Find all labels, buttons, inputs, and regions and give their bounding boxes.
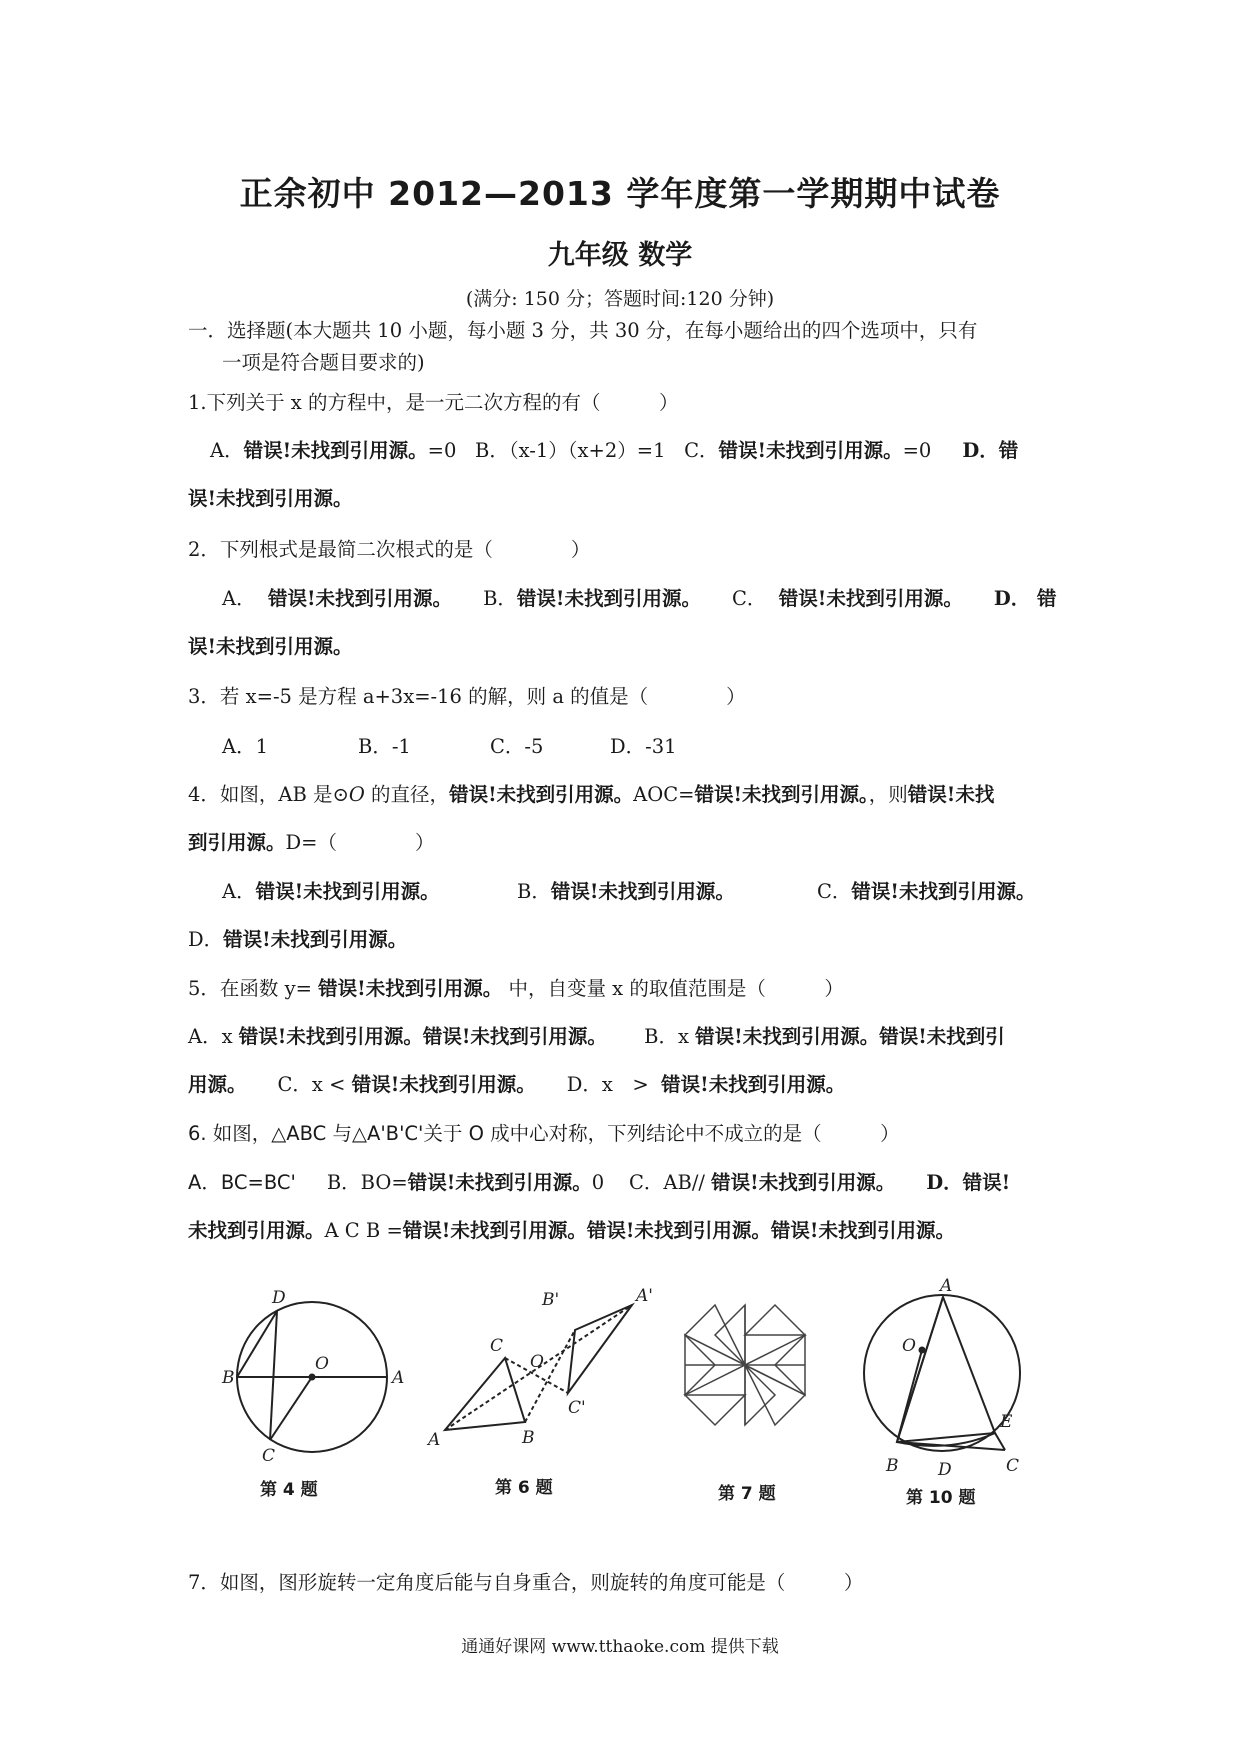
- q5-stem-error: 错误!未找到引用源。: [318, 977, 503, 1000]
- figure-6-label-b1: B': [542, 1290, 560, 1310]
- q4-option-b-error: 错误!未找到引用源。: [550, 880, 735, 903]
- section1-heading-line2: 一项是符合题目要求的): [222, 351, 425, 374]
- q3-option-d: D．-31: [610, 735, 677, 758]
- q2-option-a-error: 错误!未找到引用源。: [268, 587, 453, 610]
- q5-option-c-error: 错误!未找到引用源。: [351, 1073, 536, 1096]
- figure-4: [237, 1302, 387, 1452]
- figure-10-label-d: D: [938, 1460, 952, 1480]
- q5-stem-part2: 中，自变量 x 的取值范围是（ ）: [508, 977, 844, 1000]
- q3-option-b: B．-1: [358, 735, 411, 758]
- q7-stem: 7．如图，图形旋转一定角度后能与自身重合，则旋转的角度可能是（ ）: [188, 1571, 864, 1594]
- figure-10-label-o: O: [902, 1336, 916, 1356]
- figure-7-caption: 第 7 题: [718, 1484, 776, 1504]
- q5-option-b-error1: 错误!未找到引用源。: [695, 1025, 880, 1048]
- q1-option-a-tail: =0: [427, 439, 457, 462]
- q6-option-d: D．错误!: [926, 1171, 1011, 1194]
- exam-subtitle: 九年级 数学: [547, 240, 693, 271]
- figure-4-label-c: C: [262, 1446, 276, 1466]
- q6-stem: 6. 如图，△ABC 与△A'B'C'关于 O 成中心对称，下列结论中不成立的是（ ）: [188, 1122, 900, 1145]
- q2-option-d-cont: 误!未找到引用源。: [188, 635, 353, 658]
- q6-option-d-error2: 错误!未找到引用源。: [586, 1219, 771, 1242]
- figure-10-caption: 第 10 题: [906, 1488, 976, 1508]
- q2-option-b-error: 错误!未找到引用源。: [516, 587, 701, 610]
- q6-option-d-error3: 错误!未找到引用源。: [770, 1219, 955, 1242]
- figure-6-label-o: O: [530, 1352, 544, 1372]
- q4-option-d-error: 错误!未找到引用源。: [223, 928, 408, 951]
- figure-7-blade-left-bottom: [685, 1395, 745, 1425]
- q5-option-d-error: 错误!未找到引用源。: [661, 1073, 846, 1096]
- q2-option-b: B．: [483, 587, 517, 610]
- q6-option-c: C．AB//: [628, 1171, 705, 1194]
- figures-strip: [200, 1275, 1050, 1520]
- figure-6-label-a: A: [428, 1430, 441, 1450]
- q4-stem-cont-tail: D=（ ）: [285, 831, 435, 854]
- q2-stem: 2．下列根式是最简二次根式的是（ ）: [188, 538, 591, 561]
- figure-10-label-e: E: [1000, 1412, 1013, 1432]
- q5-option-a: A．x: [188, 1025, 233, 1048]
- q4-stem-error1: 错误!未找到引用源。: [449, 783, 634, 806]
- figure-6-label-c1: C': [568, 1398, 586, 1418]
- q5-option-a-error1: 错误!未找到引用源。: [238, 1025, 423, 1048]
- figure-10-label-b: B: [886, 1456, 899, 1476]
- q2-options-line: [222, 586, 1092, 612]
- figure-4-label-d: D: [272, 1288, 286, 1308]
- q5-options-line1: [188, 1024, 1058, 1050]
- q5-stem-part1: 5．在函数 y=: [188, 977, 312, 1000]
- q4-option-b: B．: [517, 880, 551, 903]
- figure-6-label-c: C: [490, 1336, 504, 1356]
- q6-option-b-error: 错误!未找到引用源。: [407, 1171, 592, 1194]
- q3-option-c: C．-5: [490, 735, 544, 758]
- q6-option-b: B．BO=: [326, 1171, 408, 1194]
- page-footer: 通通好课网 www.tthaoke.com 提供下载: [461, 1637, 779, 1657]
- q4-stem-cont: [188, 830, 1058, 856]
- figure-4-chord-dc: [270, 1311, 277, 1440]
- q4-stem-part1: 4．如图，AB 是⊙: [188, 783, 349, 806]
- q6-option-c-error: 错误!未找到引用源。: [711, 1171, 896, 1194]
- figure-10: [864, 1295, 1020, 1451]
- figure-6-label-b: B: [522, 1428, 535, 1448]
- figure-10-center-dot: [920, 1348, 925, 1353]
- q1-option-a-error: 错误!未找到引用源。: [243, 439, 428, 462]
- q5-option-b-cont: 用源。: [188, 1073, 247, 1096]
- q5-option-c: C．x <: [277, 1073, 346, 1096]
- q2-option-c-error: 错误!未找到引用源。: [778, 587, 963, 610]
- q1-option-c-label: C．: [684, 439, 719, 462]
- q5-stem: [188, 976, 1058, 1002]
- q1-option-a-label: A．: [210, 439, 244, 462]
- q6-options-line2: [188, 1218, 1058, 1244]
- q1-option-c-error: 错误!未找到引用源。: [718, 439, 903, 462]
- q2-option-d: D． 错: [993, 587, 1057, 610]
- q4-stem-cont-error: 到引用源。: [188, 831, 286, 854]
- q4-option-d: D．: [188, 928, 224, 951]
- q1-options-line: [210, 438, 1080, 464]
- q6-options-line1: [188, 1170, 1058, 1196]
- q4-stem-error2: 错误!未找到引用源。: [694, 783, 869, 806]
- figure-6-caption: 第 6 题: [495, 1478, 553, 1498]
- q6-option-d-error1: 错误!未找到引用源。: [402, 1219, 587, 1242]
- q4-option-a: A．: [222, 880, 256, 903]
- q4-stem-part4: ，则: [868, 783, 908, 806]
- figure-10-label-a: A: [940, 1276, 953, 1296]
- q2-option-c: C．: [731, 587, 767, 610]
- figure-10-radius-ob: [897, 1350, 922, 1442]
- section1-heading-line1: 一．选择题(本大题共 10 小题，每小题 3 分，共 30 分，在每小题给出的四个选项中，只有: [188, 319, 978, 342]
- q5-option-b: B．x: [644, 1025, 689, 1048]
- figure-4-label-o: O: [315, 1354, 329, 1374]
- figure-10-triangle-abc: [897, 1297, 995, 1442]
- q6-option-a: A．BC=BC': [188, 1171, 296, 1194]
- exam-title: 正余初中 2012—2013 学年度第一学期期中试卷: [239, 174, 1001, 213]
- figure-4-caption: 第 4 题: [260, 1480, 318, 1500]
- q5-option-a-error2: 错误!未找到引用源。: [422, 1025, 607, 1048]
- q5-option-b-error2-split: 错误!未找到引: [879, 1025, 1005, 1048]
- q6-option-d-tail: A C B =: [324, 1219, 403, 1242]
- q4-stem-part2: 的直径，: [364, 783, 450, 806]
- q1-option-b: B．（x-1）（x+2）=1: [475, 439, 666, 462]
- figure-7: [685, 1305, 805, 1425]
- exam-info: (满分: 150 分；答题时间:120 分钟): [465, 288, 775, 310]
- figure-10-side-ec: [995, 1433, 1005, 1450]
- figure-10-circle: [864, 1295, 1020, 1451]
- q5-options-line2: [188, 1072, 1058, 1098]
- figure-7-blade-right-top: [745, 1305, 805, 1335]
- q4-option-d-line: [188, 927, 1058, 953]
- figure-4-center-dot: [310, 1375, 315, 1380]
- figure-6-label-a1: A': [636, 1286, 653, 1306]
- figure-4-chord-bd: [237, 1311, 277, 1377]
- figure-4-label-b: B: [222, 1368, 235, 1388]
- figure-4-radius-oc: [270, 1377, 312, 1440]
- figure-4-label-a: A: [392, 1368, 405, 1388]
- q4-stem-error3-split: 错误!未找: [907, 783, 995, 806]
- figure-10-label-c: C: [1006, 1456, 1020, 1476]
- q4-option-c-error: 错误!未找到引用源。: [851, 880, 1036, 903]
- figure-6-triangle-a1b1c1: [568, 1305, 632, 1393]
- q4-options-line: [222, 879, 1092, 905]
- q1-stem: 1.下列关于 x 的方程中，是一元二次方程的有（ ）: [188, 391, 679, 414]
- q4-option-c: C．: [817, 880, 852, 903]
- q5-option-d: D．x >: [566, 1073, 649, 1096]
- q6-option-b-tail: 0: [591, 1171, 605, 1194]
- q4-stem-part3: AOC=: [633, 783, 695, 806]
- q1-option-c-tail: =0: [902, 439, 932, 462]
- q2-option-a: A．: [222, 587, 256, 610]
- q3-stem: 3．若 x=-5 是方程 a+3x=-16 的解，则 a 的值是（ ）: [188, 685, 746, 708]
- figure-6-triangle-abc: [445, 1358, 525, 1430]
- q4-stem: [188, 782, 1058, 808]
- q1-option-d-cont: 误!未找到引用源。: [188, 487, 353, 510]
- q1-option-d-label: D．错: [962, 439, 1019, 462]
- q4-circle-o: O: [348, 783, 365, 806]
- q3-options-line: [222, 734, 1092, 760]
- q3-option-a: A．1: [222, 735, 268, 758]
- q6-option-d-cont: 未找到引用源。: [188, 1219, 325, 1242]
- q4-option-a-error: 错误!未找到引用源。: [255, 880, 440, 903]
